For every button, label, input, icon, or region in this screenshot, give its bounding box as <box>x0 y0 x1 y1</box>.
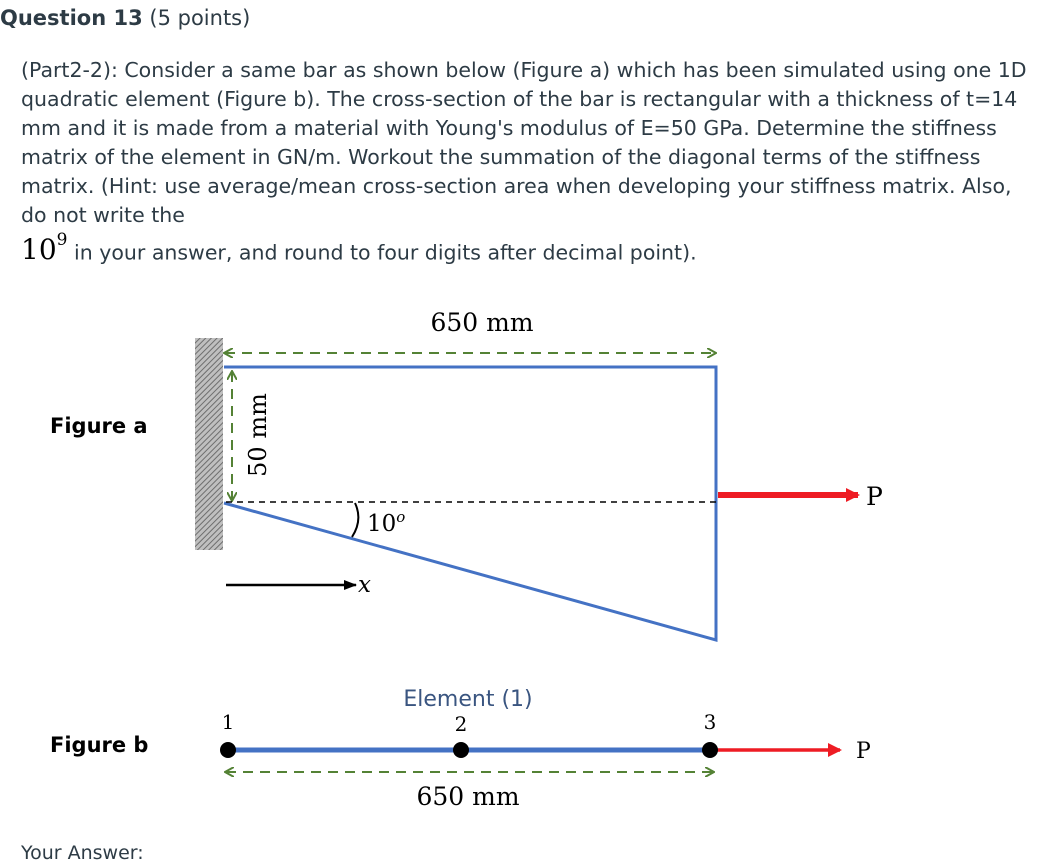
node-1 <box>220 742 236 758</box>
node-3-label: 3 <box>703 710 717 734</box>
length-label-a: 650 mm <box>430 308 534 337</box>
answer-label: Your Answer: <box>21 842 144 864</box>
node-1-label: 1 <box>221 710 235 734</box>
fixed-wall <box>195 338 223 550</box>
power-of-ten <box>21 230 68 267</box>
angle-arc <box>352 503 358 537</box>
node-2-label: 2 <box>454 712 468 736</box>
power-exponent: 9 <box>56 230 68 250</box>
question-text-main: (Part2-2): Consider a same bar as shown below (Figure a) which has been simulated using one 1D quadratic element (Figure b). The cross-section of the bar is rectangular with a thickness of t=14 mm and it is made from a material with Young's modulus of E=50 GPa. Determine the stiffness matrix of the element in GN/m. Workout the summation of the diagonal terms of the stiffness matrix. (Hint: use average/mean cross-section area when developing your stiffness matrix. Also, do not write the <box>21 58 1027 227</box>
question-number: Question 13 <box>0 6 143 30</box>
angle-label: 10$^o$ <box>367 508 406 537</box>
node-2 <box>453 742 469 758</box>
question-points: (5 points) <box>149 6 251 30</box>
force-label-b: P <box>856 739 871 764</box>
question-header <box>0 6 250 30</box>
question-text <box>21 56 1031 267</box>
force-label-a: P <box>866 482 883 511</box>
power-base: 10 <box>21 233 57 267</box>
question-text-end: in your answer, and round to four digits after decimal point). <box>74 240 697 265</box>
figure-b-label: Figure b <box>50 733 149 757</box>
height-label: 50 mm <box>244 393 272 477</box>
figure-a-label: Figure a <box>50 414 148 438</box>
element-label: Element (1) <box>403 687 533 712</box>
x-axis-label: x <box>358 572 371 598</box>
length-label-b: 650 mm <box>416 782 520 811</box>
node-3 <box>702 742 718 758</box>
tapered-bar <box>224 367 716 640</box>
